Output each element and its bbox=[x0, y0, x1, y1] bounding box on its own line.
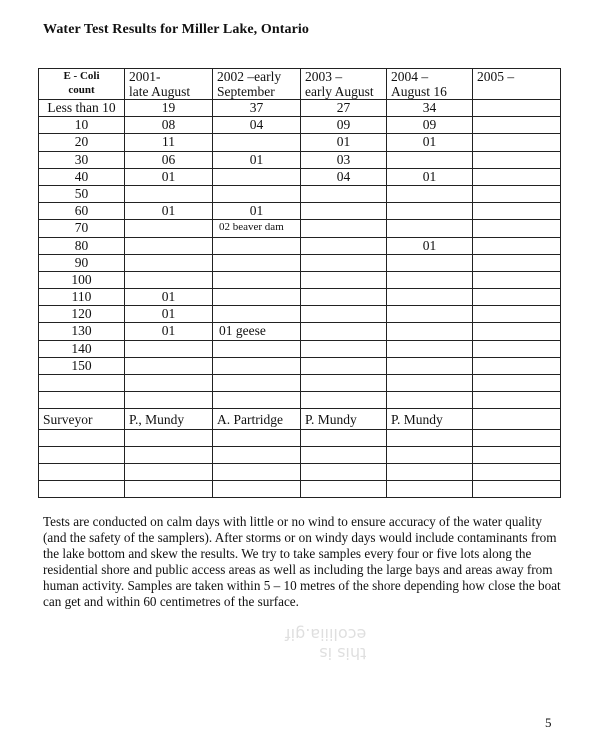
count-cell bbox=[473, 134, 561, 151]
count-cell bbox=[473, 151, 561, 168]
count-cell bbox=[473, 117, 561, 134]
header-2001-line2: late August bbox=[129, 84, 191, 99]
count-cell: 01 bbox=[213, 151, 301, 168]
ecoli-count-label: 30 bbox=[39, 151, 125, 168]
blank-cell bbox=[301, 392, 387, 409]
blank-cell bbox=[387, 375, 473, 392]
count-cell bbox=[213, 185, 301, 202]
ecoli-count-label: 10 bbox=[39, 117, 125, 134]
count-cell bbox=[387, 306, 473, 323]
header-2002-line1: 2002 –early bbox=[217, 69, 282, 84]
ecoli-count-label: 80 bbox=[39, 237, 125, 254]
header-ecoli-count bbox=[39, 69, 125, 100]
surveyor-name: A. Partridge bbox=[213, 409, 301, 429]
blank-cell bbox=[301, 375, 387, 392]
blank-cell bbox=[125, 429, 213, 446]
table-row bbox=[39, 151, 561, 168]
table-row bbox=[39, 100, 561, 117]
count-cell: 01 bbox=[213, 203, 301, 220]
blank-cell bbox=[39, 392, 125, 409]
count-cell bbox=[473, 357, 561, 374]
count-cell: 08 bbox=[125, 117, 213, 134]
blank-cell bbox=[301, 463, 387, 480]
blank-cell bbox=[125, 463, 213, 480]
count-cell bbox=[213, 357, 301, 374]
ecoli-count-label: 70 bbox=[39, 220, 125, 237]
ecoli-count-label: 150 bbox=[39, 357, 125, 374]
table-row bbox=[39, 117, 561, 134]
count-cell bbox=[387, 340, 473, 357]
surveyor-name: P., Mundy bbox=[125, 409, 213, 429]
header-2003-line2: early August bbox=[305, 84, 374, 99]
count-cell bbox=[125, 185, 213, 202]
blank-row bbox=[39, 446, 561, 463]
header-2004-line1: 2004 – bbox=[391, 69, 429, 84]
count-cell: 01 geese bbox=[213, 323, 301, 340]
count-cell: 01 bbox=[387, 237, 473, 254]
count-cell: 01 bbox=[125, 323, 213, 340]
faint-watermark bbox=[285, 625, 366, 663]
ecoli-count-label: 40 bbox=[39, 168, 125, 185]
count-cell bbox=[213, 168, 301, 185]
watermark-line2: ecoliiia.gif bbox=[285, 625, 367, 644]
count-cell: 19 bbox=[125, 100, 213, 117]
ecoli-count-label: 100 bbox=[39, 271, 125, 288]
count-cell bbox=[213, 289, 301, 306]
ecoli-count-label: 50 bbox=[39, 185, 125, 202]
blank-cell bbox=[473, 392, 561, 409]
table-row bbox=[39, 323, 561, 340]
count-cell bbox=[125, 271, 213, 288]
header-2001-line1: 2001- bbox=[129, 69, 161, 84]
count-cell bbox=[473, 340, 561, 357]
ecoli-count-label: 130 bbox=[39, 323, 125, 340]
count-cell bbox=[213, 271, 301, 288]
table-row bbox=[39, 134, 561, 151]
header-2005 bbox=[473, 69, 561, 100]
count-cell bbox=[473, 289, 561, 306]
header-ecoli-line1: E - Coli bbox=[63, 70, 100, 82]
blank-cell bbox=[213, 429, 301, 446]
table-row bbox=[39, 306, 561, 323]
blank-cell bbox=[39, 463, 125, 480]
header-ecoli-line2: count bbox=[68, 84, 95, 96]
count-cell bbox=[301, 323, 387, 340]
count-cell bbox=[387, 271, 473, 288]
blank-cell bbox=[387, 446, 473, 463]
count-cell bbox=[387, 220, 473, 237]
ecoli-count-label: Less than 10 bbox=[39, 100, 125, 117]
table-row bbox=[39, 237, 561, 254]
count-cell bbox=[125, 357, 213, 374]
count-cell: 34 bbox=[387, 100, 473, 117]
table-row bbox=[39, 168, 561, 185]
header-2003 bbox=[301, 69, 387, 100]
count-cell: 01 bbox=[125, 203, 213, 220]
blank-cell bbox=[213, 375, 301, 392]
water-test-table bbox=[38, 68, 561, 498]
count-cell bbox=[301, 357, 387, 374]
count-cell bbox=[213, 340, 301, 357]
count-cell bbox=[213, 134, 301, 151]
blank-cell bbox=[387, 481, 473, 498]
blank-cell bbox=[387, 463, 473, 480]
ecoli-count-label: 20 bbox=[39, 134, 125, 151]
count-cell bbox=[473, 203, 561, 220]
count-cell bbox=[301, 271, 387, 288]
count-cell bbox=[473, 100, 561, 117]
count-cell: 03 bbox=[301, 151, 387, 168]
count-cell bbox=[213, 306, 301, 323]
count-cell: 01 bbox=[125, 168, 213, 185]
count-cell bbox=[301, 237, 387, 254]
page-title: Water Test Results for Miller Lake, Ontario bbox=[43, 22, 310, 37]
blank-cell bbox=[39, 481, 125, 498]
blank-row bbox=[39, 463, 561, 480]
blank-cell bbox=[39, 446, 125, 463]
count-cell bbox=[301, 306, 387, 323]
blank-cell bbox=[213, 481, 301, 498]
count-cell bbox=[301, 340, 387, 357]
ecoli-count-label: 110 bbox=[39, 289, 125, 306]
header-2001 bbox=[125, 69, 213, 100]
blank-cell bbox=[125, 375, 213, 392]
blank-cell bbox=[301, 481, 387, 498]
count-cell bbox=[301, 203, 387, 220]
count-cell bbox=[301, 185, 387, 202]
blank-cell bbox=[213, 446, 301, 463]
count-cell: 01 bbox=[387, 168, 473, 185]
blank-cell bbox=[473, 463, 561, 480]
table-row bbox=[39, 289, 561, 306]
count-cell bbox=[387, 357, 473, 374]
ecoli-count-label: 120 bbox=[39, 306, 125, 323]
table-row bbox=[39, 203, 561, 220]
header-2005-line1: 2005 – bbox=[477, 69, 515, 84]
count-cell: 01 bbox=[125, 306, 213, 323]
header-2003-line1: 2003 – bbox=[305, 69, 343, 84]
count-cell bbox=[301, 220, 387, 237]
count-cell bbox=[125, 220, 213, 237]
blank-row bbox=[39, 481, 561, 498]
count-cell bbox=[213, 237, 301, 254]
table-row bbox=[39, 340, 561, 357]
page-number: 5 bbox=[545, 715, 552, 730]
count-cell bbox=[125, 237, 213, 254]
count-cell bbox=[125, 254, 213, 271]
header-row bbox=[39, 69, 561, 100]
blank-cell bbox=[301, 429, 387, 446]
count-cell: 02 beaver dam bbox=[213, 220, 301, 237]
table-row bbox=[39, 271, 561, 288]
count-cell: 04 bbox=[213, 117, 301, 134]
blank-row bbox=[39, 375, 561, 392]
count-cell: 09 bbox=[387, 117, 473, 134]
count-cell bbox=[387, 289, 473, 306]
header-2004 bbox=[387, 69, 473, 100]
count-cell bbox=[473, 323, 561, 340]
table-row bbox=[39, 185, 561, 202]
surveyor-name: P. Mundy bbox=[387, 409, 473, 429]
count-cell: 04 bbox=[301, 168, 387, 185]
methodology-paragraph: Tests are conducted on calm days with little or no wind to ensure accuracy of the water quality (and the safety of the samplers). After storms or on windy days would include contaminants from the lake bottom and skew the results. We try to take samples every four or five lots along the residential shore and public access areas as well as including the large bays and areas away from human activity. Samples are taken within 5 – 10 metres of the shore depending how close the boat can get and within 60 centimetres of the surface. bbox=[43, 514, 561, 609]
count-cell bbox=[213, 254, 301, 271]
blank-row bbox=[39, 392, 561, 409]
blank-cell bbox=[213, 463, 301, 480]
blank-cell bbox=[39, 429, 125, 446]
ecoli-count-label: 140 bbox=[39, 340, 125, 357]
blank-cell bbox=[125, 392, 213, 409]
count-cell bbox=[473, 271, 561, 288]
surveyor-label: Surveyor bbox=[39, 409, 125, 429]
header-2002-line2: September bbox=[217, 84, 275, 99]
count-cell bbox=[387, 203, 473, 220]
header-2002 bbox=[213, 69, 301, 100]
count-cell bbox=[473, 306, 561, 323]
count-cell bbox=[473, 220, 561, 237]
blank-cell bbox=[213, 392, 301, 409]
count-cell bbox=[301, 254, 387, 271]
blank-cell bbox=[387, 429, 473, 446]
count-cell bbox=[473, 185, 561, 202]
ecoli-count-label: 90 bbox=[39, 254, 125, 271]
count-cell: 01 bbox=[301, 134, 387, 151]
blank-cell bbox=[125, 446, 213, 463]
count-cell bbox=[387, 254, 473, 271]
blank-cell bbox=[387, 392, 473, 409]
count-cell bbox=[387, 323, 473, 340]
blank-cell bbox=[125, 481, 213, 498]
watermark-line1: this is bbox=[319, 644, 367, 663]
ecoli-count-label: 60 bbox=[39, 203, 125, 220]
count-cell bbox=[473, 254, 561, 271]
count-cell: 01 bbox=[125, 289, 213, 306]
count-cell bbox=[301, 289, 387, 306]
surveyor-row bbox=[39, 409, 561, 429]
count-cell: 01 bbox=[387, 134, 473, 151]
surveyor-name: P. Mundy bbox=[301, 409, 387, 429]
blank-cell bbox=[473, 481, 561, 498]
table-row bbox=[39, 220, 561, 237]
count-cell bbox=[387, 185, 473, 202]
header-2004-line2: August 16 bbox=[391, 84, 447, 99]
blank-cell bbox=[473, 446, 561, 463]
blank-cell bbox=[473, 429, 561, 446]
count-cell: 06 bbox=[125, 151, 213, 168]
count-cell bbox=[473, 168, 561, 185]
table-row bbox=[39, 357, 561, 374]
blank-cell bbox=[301, 446, 387, 463]
count-cell bbox=[125, 340, 213, 357]
count-cell: 11 bbox=[125, 134, 213, 151]
count-cell: 27 bbox=[301, 100, 387, 117]
count-cell bbox=[387, 151, 473, 168]
blank-cell bbox=[39, 375, 125, 392]
blank-row bbox=[39, 429, 561, 446]
count-cell: 09 bbox=[301, 117, 387, 134]
blank-cell bbox=[473, 375, 561, 392]
surveyor-name bbox=[473, 409, 561, 429]
count-cell: 37 bbox=[213, 100, 301, 117]
count-cell bbox=[473, 237, 561, 254]
table-row bbox=[39, 254, 561, 271]
